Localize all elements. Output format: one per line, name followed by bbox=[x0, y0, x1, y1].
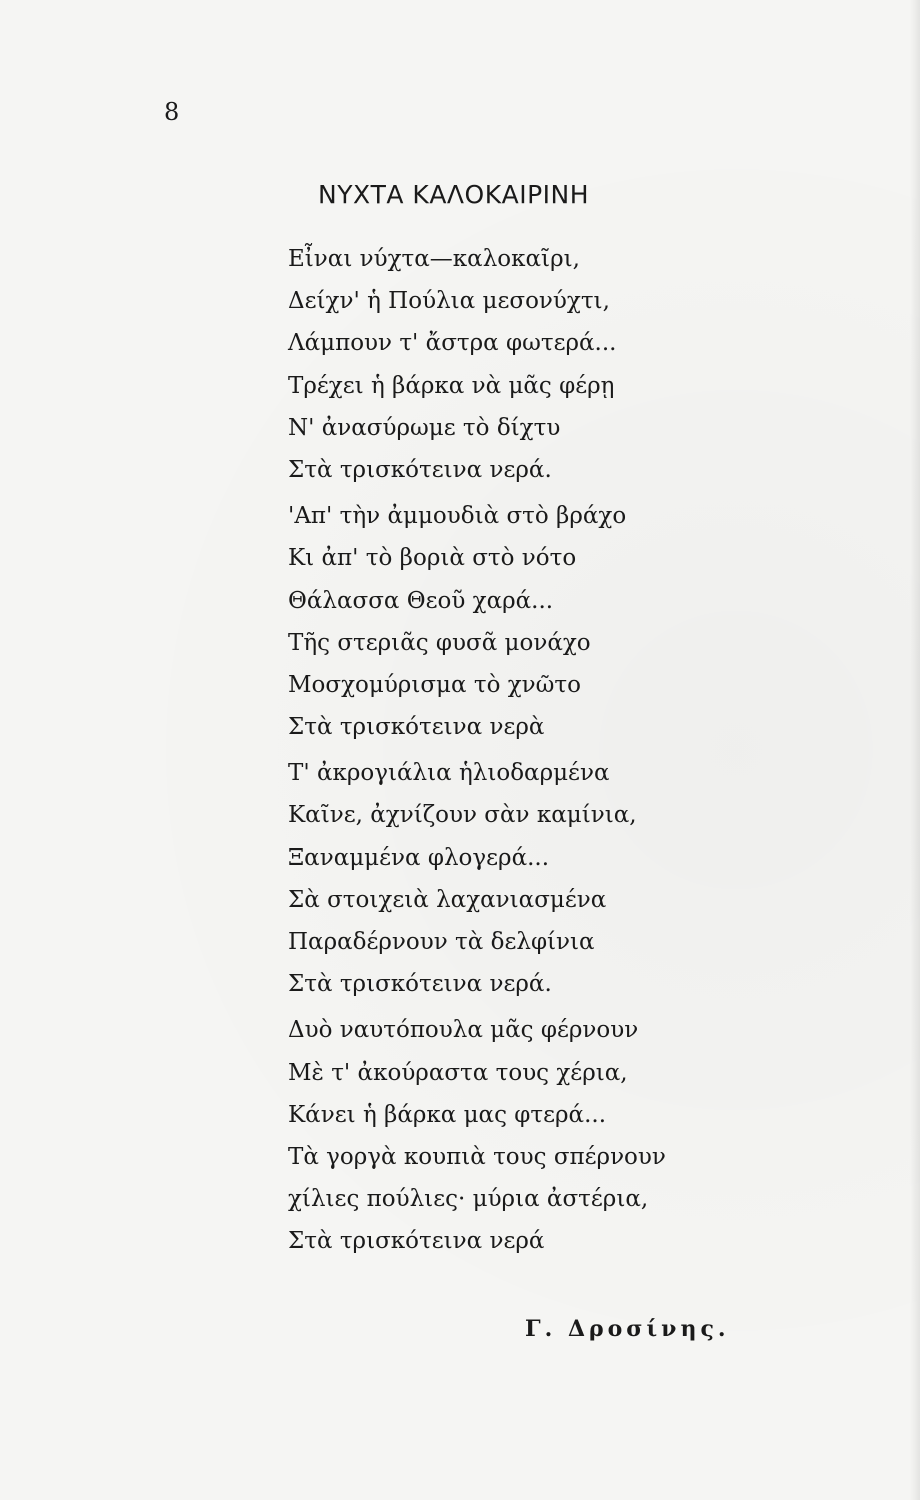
poem-line: Τ' ἀκρογιάλια ἡλιοδαρμένα bbox=[288, 760, 610, 787]
poem-stanza bbox=[288, 495, 666, 748]
poem-title: ΝΥΧΤΑ ΚΑΛΟΚΑΙΡΙΝΗ bbox=[318, 180, 590, 209]
page-number: 8 bbox=[164, 98, 180, 126]
poem-line: χίλιες πούλιες· μύρια ἀστέρια, bbox=[288, 1186, 649, 1213]
poem-stanza bbox=[288, 752, 666, 1005]
poem-body bbox=[288, 238, 666, 1267]
poem-line: Στὰ τρισκότεινα νερὰ bbox=[288, 714, 545, 741]
poem-author: Γ. Δροσίνης. bbox=[525, 1316, 730, 1342]
poem-stanza bbox=[288, 238, 666, 491]
poem-line: Μοσχομύρισμα τὸ χνῶτο bbox=[288, 671, 581, 698]
page-edge-shadow bbox=[910, 0, 920, 1500]
poem-stanza bbox=[288, 1009, 666, 1262]
poem-line: Ξαναμμένα φλογερά... bbox=[288, 844, 550, 871]
poem-line: Κι ἀπ' τὸ βοριὰ στὸ νότο bbox=[288, 545, 577, 572]
poem-line: Στὰ τρισκότεινα νερά bbox=[288, 1228, 545, 1255]
poem-line: Τὰ γοργὰ κουπιὰ τους σπέρνουν bbox=[288, 1143, 666, 1170]
poem-line: Τρέχει ἡ βάρκα νὰ μᾶς φέρῃ bbox=[288, 372, 615, 399]
poem-line: Μὲ τ' ἀκούραστα τους χέρια, bbox=[288, 1059, 628, 1086]
poem-line: Λάμπουν τ' ἄστρα φωτερά... bbox=[288, 330, 617, 357]
poem-line: 'Απ' τὴν ἀμμουδιὰ στὸ βράχο bbox=[288, 503, 627, 530]
poem-line: Καῖνε, ἀχνίζουν σὰν καμίνια, bbox=[288, 802, 637, 829]
poem-line: Στὰ τρισκότεινα νερά. bbox=[288, 456, 552, 483]
poem-line: Κάνει ἡ βάρκα μας φτερά... bbox=[288, 1101, 607, 1128]
poem-line: Θάλασσα Θεοῦ χαρά... bbox=[288, 587, 554, 614]
poem-line: Δυὸ ναυτόπουλα μᾶς φέρνουν bbox=[288, 1017, 639, 1044]
poem-line: Παραδέρνουν τὰ δελφίνια bbox=[288, 929, 595, 955]
poem-line: Εἶναι νύχτα—καλοκαῖρι, bbox=[288, 246, 580, 272]
poem-line: Τῆς στεριᾶς φυσᾶ μονάχο bbox=[288, 629, 591, 656]
poem-line: Σὰ στοιχειὰ λαχανιασμένα bbox=[288, 886, 607, 913]
poem-line: Στὰ τρισκότεινα νερά. bbox=[288, 971, 552, 998]
poem-line: Δείχν' ἡ Πούλια μεσονύχτι, bbox=[288, 288, 610, 315]
poem-line: Ν' ἀνασύρωμε τὸ δίχτυ bbox=[288, 414, 561, 441]
